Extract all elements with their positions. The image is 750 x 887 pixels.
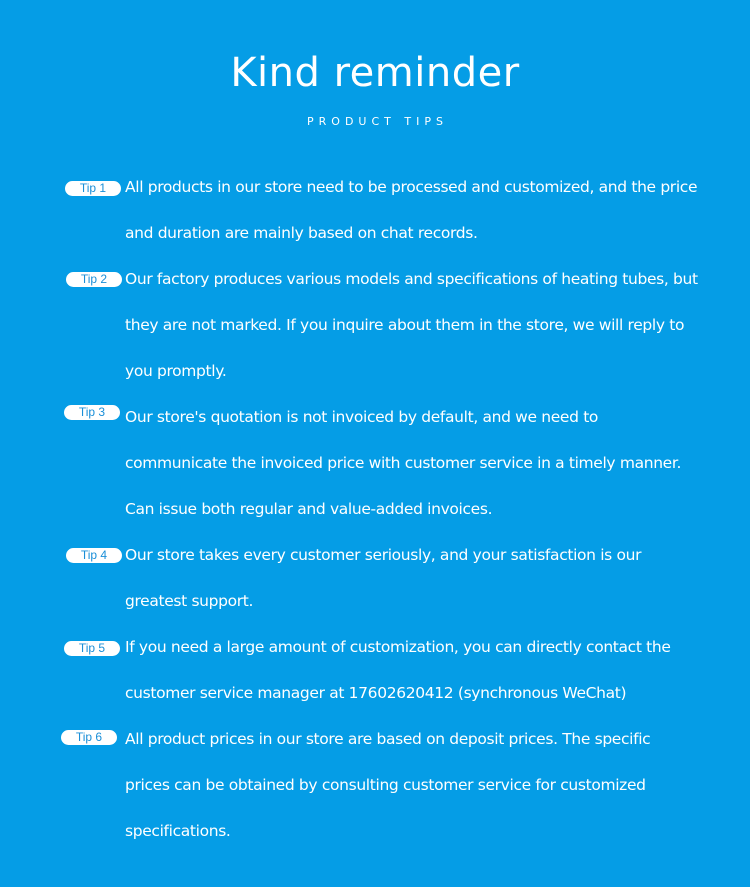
- tip-text-line: greatest support.: [125, 592, 254, 610]
- tip-text-line: Can issue both regular and value-added invoices.: [125, 500, 493, 518]
- tip-text-line: Our store takes every customer seriously, and your satisfaction is our: [125, 546, 642, 564]
- page-title: Kind reminder: [230, 50, 520, 96]
- tip-badge: Tip 6: [61, 730, 117, 745]
- tip-text: [125, 716, 715, 854]
- tip-text-line: customer service manager at 17602620412 (synchronous WeChat): [125, 684, 627, 702]
- tip-text-line: prices can be obtained by consulting customer service for customized: [125, 776, 646, 794]
- tip-badge: Tip 4: [66, 548, 122, 563]
- tip-text-line: communicate the invoiced price with customer service in a timely manner.: [125, 454, 682, 472]
- tip-text: [125, 532, 715, 624]
- tip-text: [125, 164, 715, 256]
- tip-text: [125, 624, 715, 716]
- tip-badge: Tip 5: [64, 641, 120, 656]
- page-subtitle: PRODUCT TIPS: [307, 115, 448, 128]
- tip-text-line: you promptly.: [125, 362, 227, 380]
- tip-text: [125, 256, 715, 394]
- tip-text-line: Our factory produces various models and specifications of heating tubes, but: [125, 270, 698, 288]
- tip-text-line: Our store's quotation is not invoiced by default, and we need to: [125, 408, 599, 426]
- tip-badge: Tip 2: [66, 272, 122, 287]
- tip-text-line: All product prices in our store are based on deposit prices. The specific: [125, 730, 651, 748]
- tip-badge: Tip 3: [64, 405, 120, 420]
- tip-text-line: and duration are mainly based on chat records.: [125, 224, 478, 242]
- tip-badge: Tip 1: [65, 181, 121, 196]
- tip-text-line: they are not marked. If you inquire about them in the store, we will reply to: [125, 316, 685, 334]
- tip-text: [125, 394, 715, 532]
- tip-text-line: specifications.: [125, 822, 231, 840]
- tip-text-line: All products in our store need to be processed and customized, and the price: [125, 178, 698, 196]
- tip-text-line: If you need a large amount of customization, you can directly contact the: [125, 638, 671, 656]
